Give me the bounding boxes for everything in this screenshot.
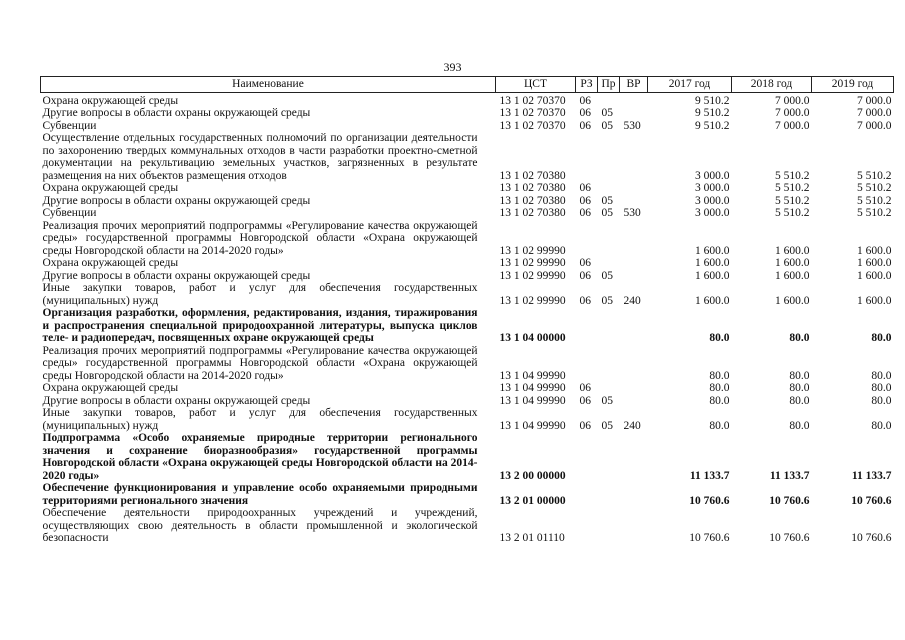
cell-2018: 5 510.2 [775,194,810,207]
cell-pr [598,507,620,545]
cell-cst: 13 2 01 01110 [499,532,565,544]
header-2017: 2017 год [648,77,732,93]
cell-pr [598,482,620,507]
cell-rz [576,432,598,482]
cell-2018: 10 760.6 [769,532,810,544]
cell-cst: 13 1 04 00000 [499,332,566,344]
cell-2018: 7 000.0 [775,119,810,132]
cell-vr [620,382,648,395]
cell-name: Реализация прочих мероприятий подпрограммы «Регулирование качества окружающей среды» государственной программы Новгородской области «Охрана окружающей среды Новгородской области на 2014-2020 годы» [42,219,478,257]
cell-pr [598,220,620,258]
cell-2017: 10 760.6 [689,494,730,507]
cell-rz: 06 [579,207,591,219]
cell-2017: 1 600.0 [695,244,730,257]
header-2019: 2019 год [812,77,894,93]
cell-cst: 13 1 02 70380 [499,169,566,182]
cell-rz [576,345,598,383]
cell-name: Осуществление отдельных государственных полномочий по организации деятельности по захоронению твердых коммунальных отходов в части разработки проектно-сметной документации на рекультивацию земельных участков, загрязненных в результате размещения на них объектов размещения отходов [42,132,478,182]
cell-rz: 06 [579,257,591,269]
cell-2017: 80.0 [709,332,730,344]
cell-2017: 3 000.0 [695,182,730,194]
cell-2017: 1 600.0 [695,257,730,269]
table-row [41,395,894,408]
cell-2019: 1 600.0 [857,294,892,307]
cell-vr [620,257,648,270]
cell-rz [576,307,598,345]
cell-pr: 05 [601,107,613,119]
cell-cst: 13 1 04 99990 [499,394,566,407]
cell-2019: 11 133.7 [851,469,892,482]
cell-rz: 06 [579,119,591,132]
cell-pr [598,132,620,182]
cell-name: Реализация прочих мероприятий подпрограммы «Регулирование качества окружающей среды» государственной программы Новгородской области «Охрана окружающей среды Новгородской области на 2014-2020 годы» [42,344,478,382]
cell-2018: 10 760.6 [769,494,810,507]
cell-name: Другие вопросы в области охраны окружающей среды [42,107,311,119]
cell-2017: 9 510.2 [695,107,730,119]
cell-2017: 9 510.2 [695,94,730,107]
cell-2018: 5 510.2 [775,207,810,219]
cell-name: Другие вопросы в области охраны окружающей среды [42,394,311,407]
cell-2019: 7 000.0 [857,107,892,119]
cell-rz: 06 [579,107,591,119]
table-row [41,307,894,345]
cell-pr [598,182,620,195]
table-row [41,220,894,258]
cell-vr: 240 [623,294,641,307]
page-number: 393 [443,60,462,74]
cell-2019: 5 510.2 [857,182,892,194]
cell-cst: 13 2 01 00000 [499,494,566,507]
cell-2017: 3 000.0 [695,194,730,207]
cell-vr: 530 [623,119,641,132]
table-row [41,282,894,307]
table-row [41,432,894,482]
cell-pr [598,257,620,270]
cell-2018: 1 600.0 [775,257,810,269]
cell-rz: 06 [579,182,591,194]
cell-vr: 530 [623,207,641,219]
table-row [41,270,894,283]
cell-rz: 06 [579,382,591,394]
table-row [41,120,894,133]
cell-cst: 13 1 02 99990 [499,257,566,269]
table-row [41,182,894,195]
cell-2017: 80.0 [709,419,730,432]
cell-rz: 06 [579,269,591,282]
cell-rz [576,507,598,545]
cell-vr: 240 [623,419,641,432]
cell-2018: 80.0 [789,369,810,382]
cell-cst: 13 1 04 99990 [499,382,566,394]
header-vr: ВР [620,77,648,93]
cell-cst: 13 1 04 99990 [499,419,566,432]
cell-pr: 05 [601,294,613,307]
table-row [41,407,894,432]
cell-name: Охрана окружающей среды [42,182,179,194]
cell-pr: 05 [601,119,613,132]
cell-cst: 13 1 02 70380 [499,182,566,194]
cell-name: Обеспечение деятельности природоохранных учреждений и учреждений, осуществляющих свою деятельность в области промышленной и экологической безопасности [42,507,478,544]
cell-name: Охрана окружающей среды [42,94,179,107]
header-rz: РЗ [576,77,598,93]
header-2018: 2018 год [732,77,812,93]
cell-cst: 13 1 04 99990 [499,369,566,382]
table-row [41,482,894,507]
cell-vr [620,195,648,208]
cell-2019: 80.0 [871,332,892,344]
table-row [41,107,894,120]
table-row [41,207,894,220]
cell-cst: 13 1 02 99990 [499,269,566,282]
cell-vr [620,107,648,120]
cell-rz [576,132,598,182]
cell-pr: 05 [601,269,613,282]
cell-2018: 1 600.0 [775,269,810,282]
cell-2019: 80.0 [871,394,892,407]
cell-2017: 10 760.6 [689,532,730,544]
budget-table [40,76,894,545]
cell-name: Организация разработки, оформления, редактирования, издания, тиражирования и распространения специальной природоохранной литературы, выпуска циклов теле- и радиопередач, посвященных охране окружающей среды [42,307,478,344]
table-row [41,195,894,208]
cell-2018: 80.0 [789,332,810,344]
cell-cst: 13 1 02 99990 [499,244,566,257]
table-row [41,382,894,395]
cell-cst: 13 1 02 70370 [499,107,566,119]
cell-cst: 13 1 02 99990 [499,294,566,307]
cell-pr: 05 [601,394,613,407]
table-header-row [41,77,894,93]
cell-pr [598,307,620,345]
cell-name: Охрана окружающей среды [42,382,179,394]
cell-cst: 13 1 02 70380 [499,207,566,219]
cell-pr [598,345,620,383]
cell-vr [620,395,648,408]
cell-2017: 9 510.2 [695,119,730,132]
cell-2019: 80.0 [871,419,892,432]
cell-2017: 80.0 [709,369,730,382]
header-name: Наименование [41,77,496,93]
table-row [41,132,894,182]
table-row [41,257,894,270]
cell-name: Обеспечение функционирования и управление особо охраняемыми природными территориями регионального значения [42,482,478,507]
cell-rz: 06 [579,394,591,407]
cell-2019: 1 600.0 [857,244,892,257]
cell-2017: 3 000.0 [695,207,730,219]
cell-rz: 06 [579,294,591,307]
cell-cst: 13 1 02 70370 [499,119,566,132]
cell-name: Другие вопросы в области охраны окружающей среды [42,269,311,282]
table-row [41,507,894,545]
cell-2019: 7 000.0 [857,94,892,107]
cell-2019: 5 510.2 [857,194,892,207]
cell-2019: 5 510.2 [857,207,892,219]
cell-2018: 80.0 [789,382,810,394]
cell-2018: 5 510.2 [775,169,810,182]
cell-2017: 1 600.0 [695,294,730,307]
table-body [41,92,894,545]
cell-vr [620,182,648,195]
cell-pr: 05 [601,194,613,207]
cell-pr [598,382,620,395]
cell-2018: 7 000.0 [775,107,810,119]
cell-2018: 11 133.7 [769,469,810,482]
cell-vr [620,345,648,383]
cell-2017: 80.0 [709,382,730,394]
cell-2018: 1 600.0 [775,294,810,307]
cell-rz [576,220,598,258]
cell-2017: 1 600.0 [695,269,730,282]
cell-name: Подпрограмма «Особо охраняемые природные территории регионального значения и сохранение биоразнообразия» государственной программы Новгородской области «Охрана окружающей среды Новгородской области на 2014-2020 годы» [42,432,478,482]
table-row [41,345,894,383]
cell-2018: 80.0 [789,419,810,432]
cell-vr [620,507,648,545]
table-row [41,92,894,107]
cell-cst: 13 1 02 70380 [499,194,566,207]
cell-2017: 80.0 [709,394,730,407]
cell-2019: 1 600.0 [857,269,892,282]
cell-vr [620,432,648,482]
cell-2018: 7 000.0 [775,94,810,107]
header-cst: ЦСТ [496,77,576,93]
cell-name: Субвенции [42,207,97,219]
cell-vr [620,132,648,182]
cell-2017: 11 133.7 [689,469,730,482]
cell-2019: 80.0 [871,369,892,382]
cell-cst: 13 1 02 70370 [499,94,566,107]
cell-name: Другие вопросы в области охраны окружающей среды [42,194,311,207]
cell-2019: 10 760.6 [851,494,892,507]
header-pr: Пр [598,77,620,93]
cell-pr [598,92,620,107]
cell-2019: 10 760.6 [851,532,892,544]
cell-vr [620,270,648,283]
cell-rz: 06 [579,419,591,432]
cell-vr [620,482,648,507]
cell-rz: 06 [579,94,591,107]
cell-name: Иные закупки товаров, работ и услуг для обеспечения государственных (муниципальных) нужд [42,407,478,432]
cell-2017: 3 000.0 [695,169,730,182]
cell-2019: 7 000.0 [857,119,892,132]
cell-2019: 80.0 [871,382,892,394]
cell-name: Иные закупки товаров, работ и услуг для обеспечения государственных (муниципальных) нужд [42,282,478,307]
cell-vr [620,307,648,345]
cell-2019: 5 510.2 [857,169,892,182]
cell-pr: 05 [601,207,613,219]
cell-vr [620,220,648,258]
cell-vr [620,92,648,107]
cell-rz [576,482,598,507]
cell-name: Охрана окружающей среды [42,257,179,269]
cell-2019: 1 600.0 [857,257,892,269]
cell-2018: 1 600.0 [775,244,810,257]
cell-pr [598,432,620,482]
cell-name: Субвенции [42,119,97,132]
cell-2018: 5 510.2 [775,182,810,194]
cell-rz: 06 [579,194,591,207]
cell-2018: 80.0 [789,394,810,407]
cell-pr: 05 [601,419,613,432]
cell-cst: 13 2 00 00000 [499,469,566,482]
